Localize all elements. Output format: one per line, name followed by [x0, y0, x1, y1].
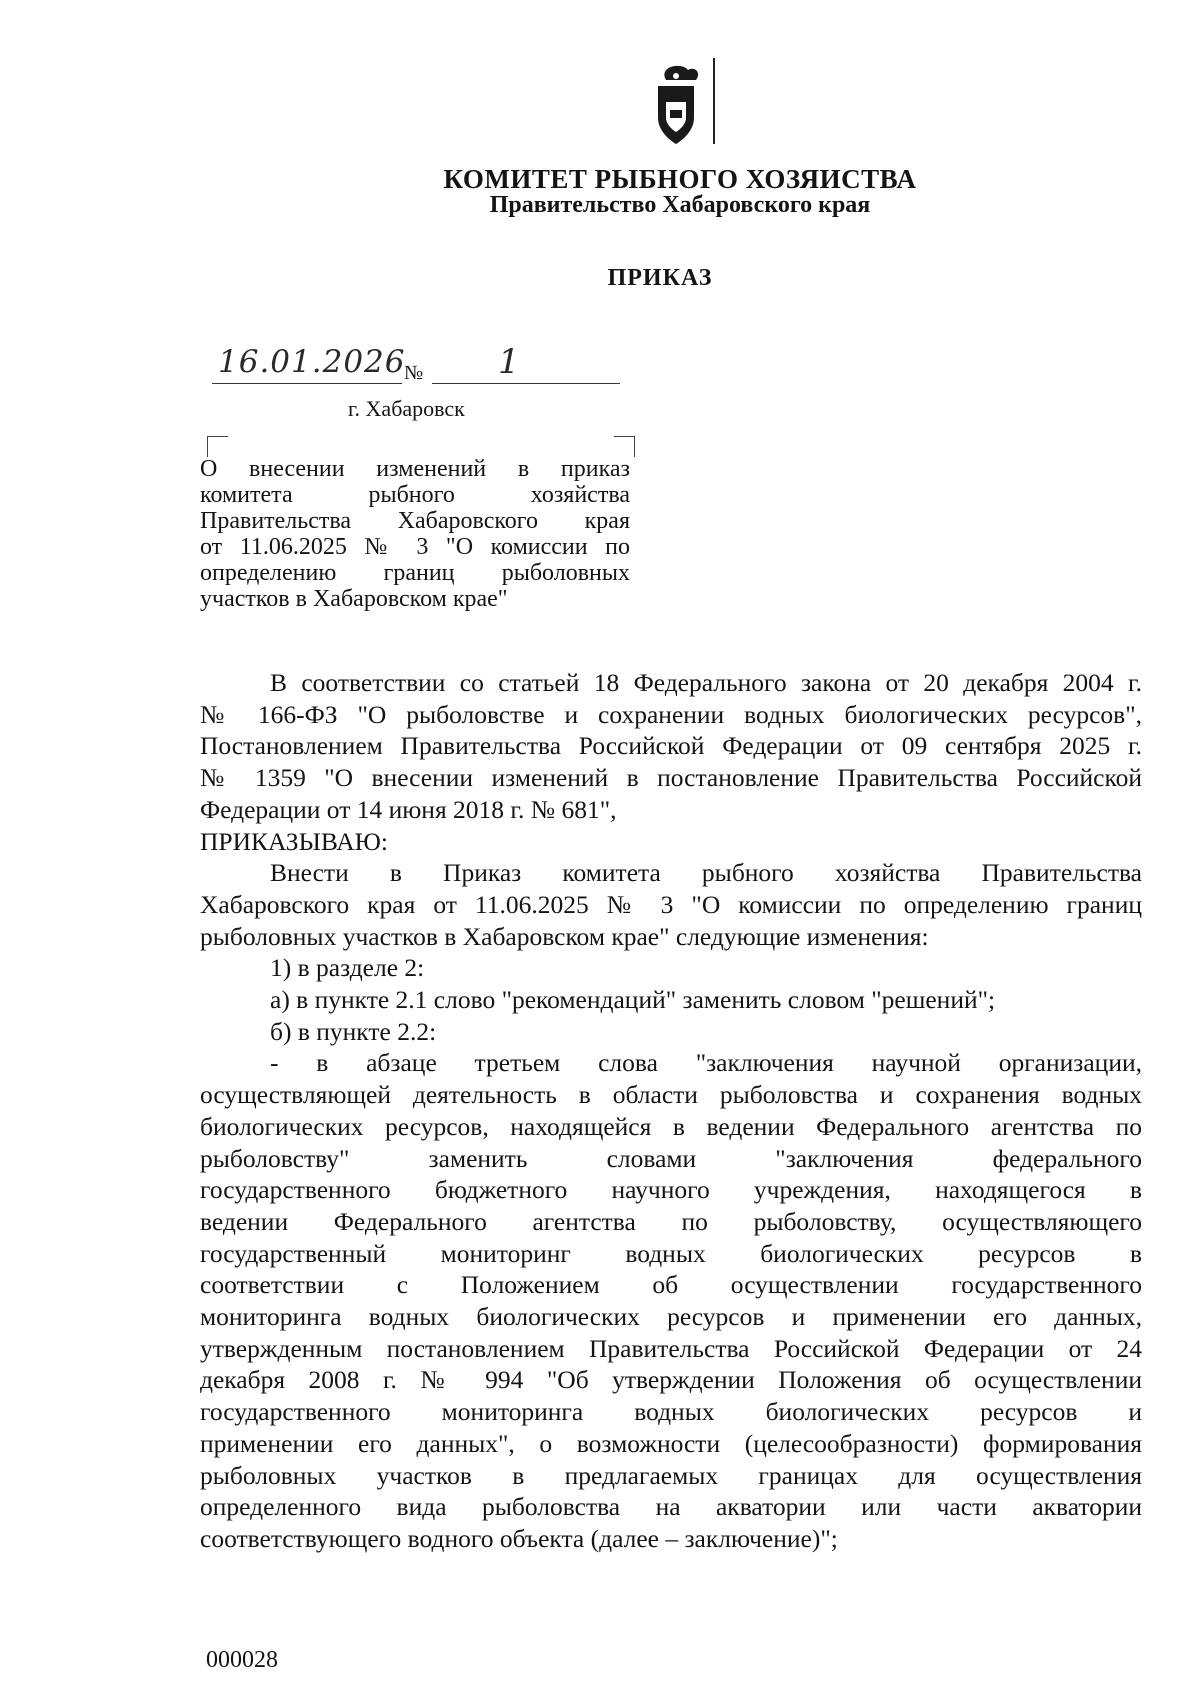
coat-of-arms-emblem [636, 56, 716, 152]
intro-line: рыболовных участков в Хабаровском крае" следующие изменения: [200, 921, 929, 951]
number-sign: № [404, 362, 424, 384]
item-a: а) в пункте 2.1 слово "рекомендаций" заменить словом "решений"; [270, 985, 996, 1015]
city-name: г. Хабаровск [348, 396, 465, 421]
intro-line: Внести в Приказ комитета рыбного хозяйства Правительства [270, 858, 1142, 888]
subject-line: Правительства Хабаровского края [200, 508, 630, 534]
preamble-line: № 166-ФЗ "О рыболовстве и сохранении водных биологических ресурсов", [200, 699, 1142, 729]
preamble-line: В соответствии со статьей 18 Федерального закона от 20 декабря 2004 г. [270, 668, 1142, 697]
intro-line: Хабаровского края от 11.06.2025 № 3 "О комиссии по определению границ [200, 889, 1142, 919]
handwritten-date: 16.01.2026 [218, 344, 406, 380]
amendment-line: соответствии с Положением об осуществлении государственного [200, 1270, 1142, 1300]
item-1: 1) в разделе 2: [270, 953, 425, 983]
order-subject [200, 456, 630, 612]
amendment-line: утвержденным постановлением Правительства Российской Федерации от 24 [200, 1333, 1142, 1363]
date-underline [212, 383, 402, 384]
amendment-line: определенного вида рыболовства на акватории или части акватории [200, 1492, 1142, 1522]
amendment-line: ведении Федерального агентства по рыболовству, осуществляющего [200, 1206, 1142, 1236]
preamble-line: № 1359 "О внесении изменений в постановление Правительства Российской [200, 763, 1142, 793]
amendment-line: биологических ресурсов, находящейся в ведении Федерального агентства по [200, 1111, 1142, 1141]
subject-line: О внесении изменений в приказ [200, 456, 630, 482]
amendment-line: осуществляющей деятельность в области рыболовства и сохранения водных [200, 1080, 1142, 1110]
document-code: 000028 [206, 1647, 278, 1673]
amendment-line: рыболовству" заменить словами "заключения федерального [200, 1143, 1142, 1173]
organization-name: КОМИТЕТ РЫБНОГО ХОЗЯИСТВА [443, 164, 917, 194]
amendment-line: применении его данных", о возможности (целесообразности) формирования [200, 1428, 1142, 1458]
amendment-line: - в абзаце третьем слова "заключения научной организации, [270, 1048, 1142, 1078]
subject-line: комитета рыбного хозяйства [200, 482, 630, 508]
preamble-line: Федерации от 14 июня 2018 г. № 681", [200, 794, 617, 824]
amendment-line: декабря 2008 г. № 994 "Об утверждении Положения об осуществлении [200, 1365, 1142, 1395]
subject-corner-right [614, 436, 635, 457]
item-b: б) в пункте 2.2: [270, 1016, 437, 1046]
order-body [200, 667, 1142, 1555]
government-name: Правительство Хабаровского края [489, 192, 871, 218]
subject-line: участков в Хабаровском крае" [200, 586, 508, 612]
number-underline [432, 383, 620, 384]
amendment-line: мониторинга водных биологических ресурсов и применении его данных, [200, 1302, 1142, 1332]
amendment-line: государственного мониторинга водных биологических ресурсов и [200, 1397, 1142, 1427]
emblem-vertical-rule [713, 58, 715, 144]
handwritten-number: 1 [498, 342, 520, 382]
document-type-title: ПРИКАЗ [607, 265, 713, 291]
subject-line: от 11.06.2025 № 3 "О комиссии по [200, 534, 630, 560]
order-word: ПРИКАЗЫВАЮ: [200, 826, 388, 856]
amendment-line: рыболовных участков в предлагаемых границах для осуществления [200, 1460, 1142, 1490]
amendment-line: государственный мониторинг водных биологических ресурсов в [200, 1238, 1142, 1268]
amendment-line: соответствующего водного объекта (далее – заключение)"; [200, 1523, 838, 1553]
amendment-line: государственного бюджетного научного учреждения, находящегося в [200, 1175, 1142, 1205]
subject-corner-left [207, 436, 228, 457]
subject-line: определению границ рыболовных [200, 560, 630, 586]
preamble-line: Постановлением Правительства Российской Федерации от 09 сентября 2025 г. [200, 731, 1142, 761]
